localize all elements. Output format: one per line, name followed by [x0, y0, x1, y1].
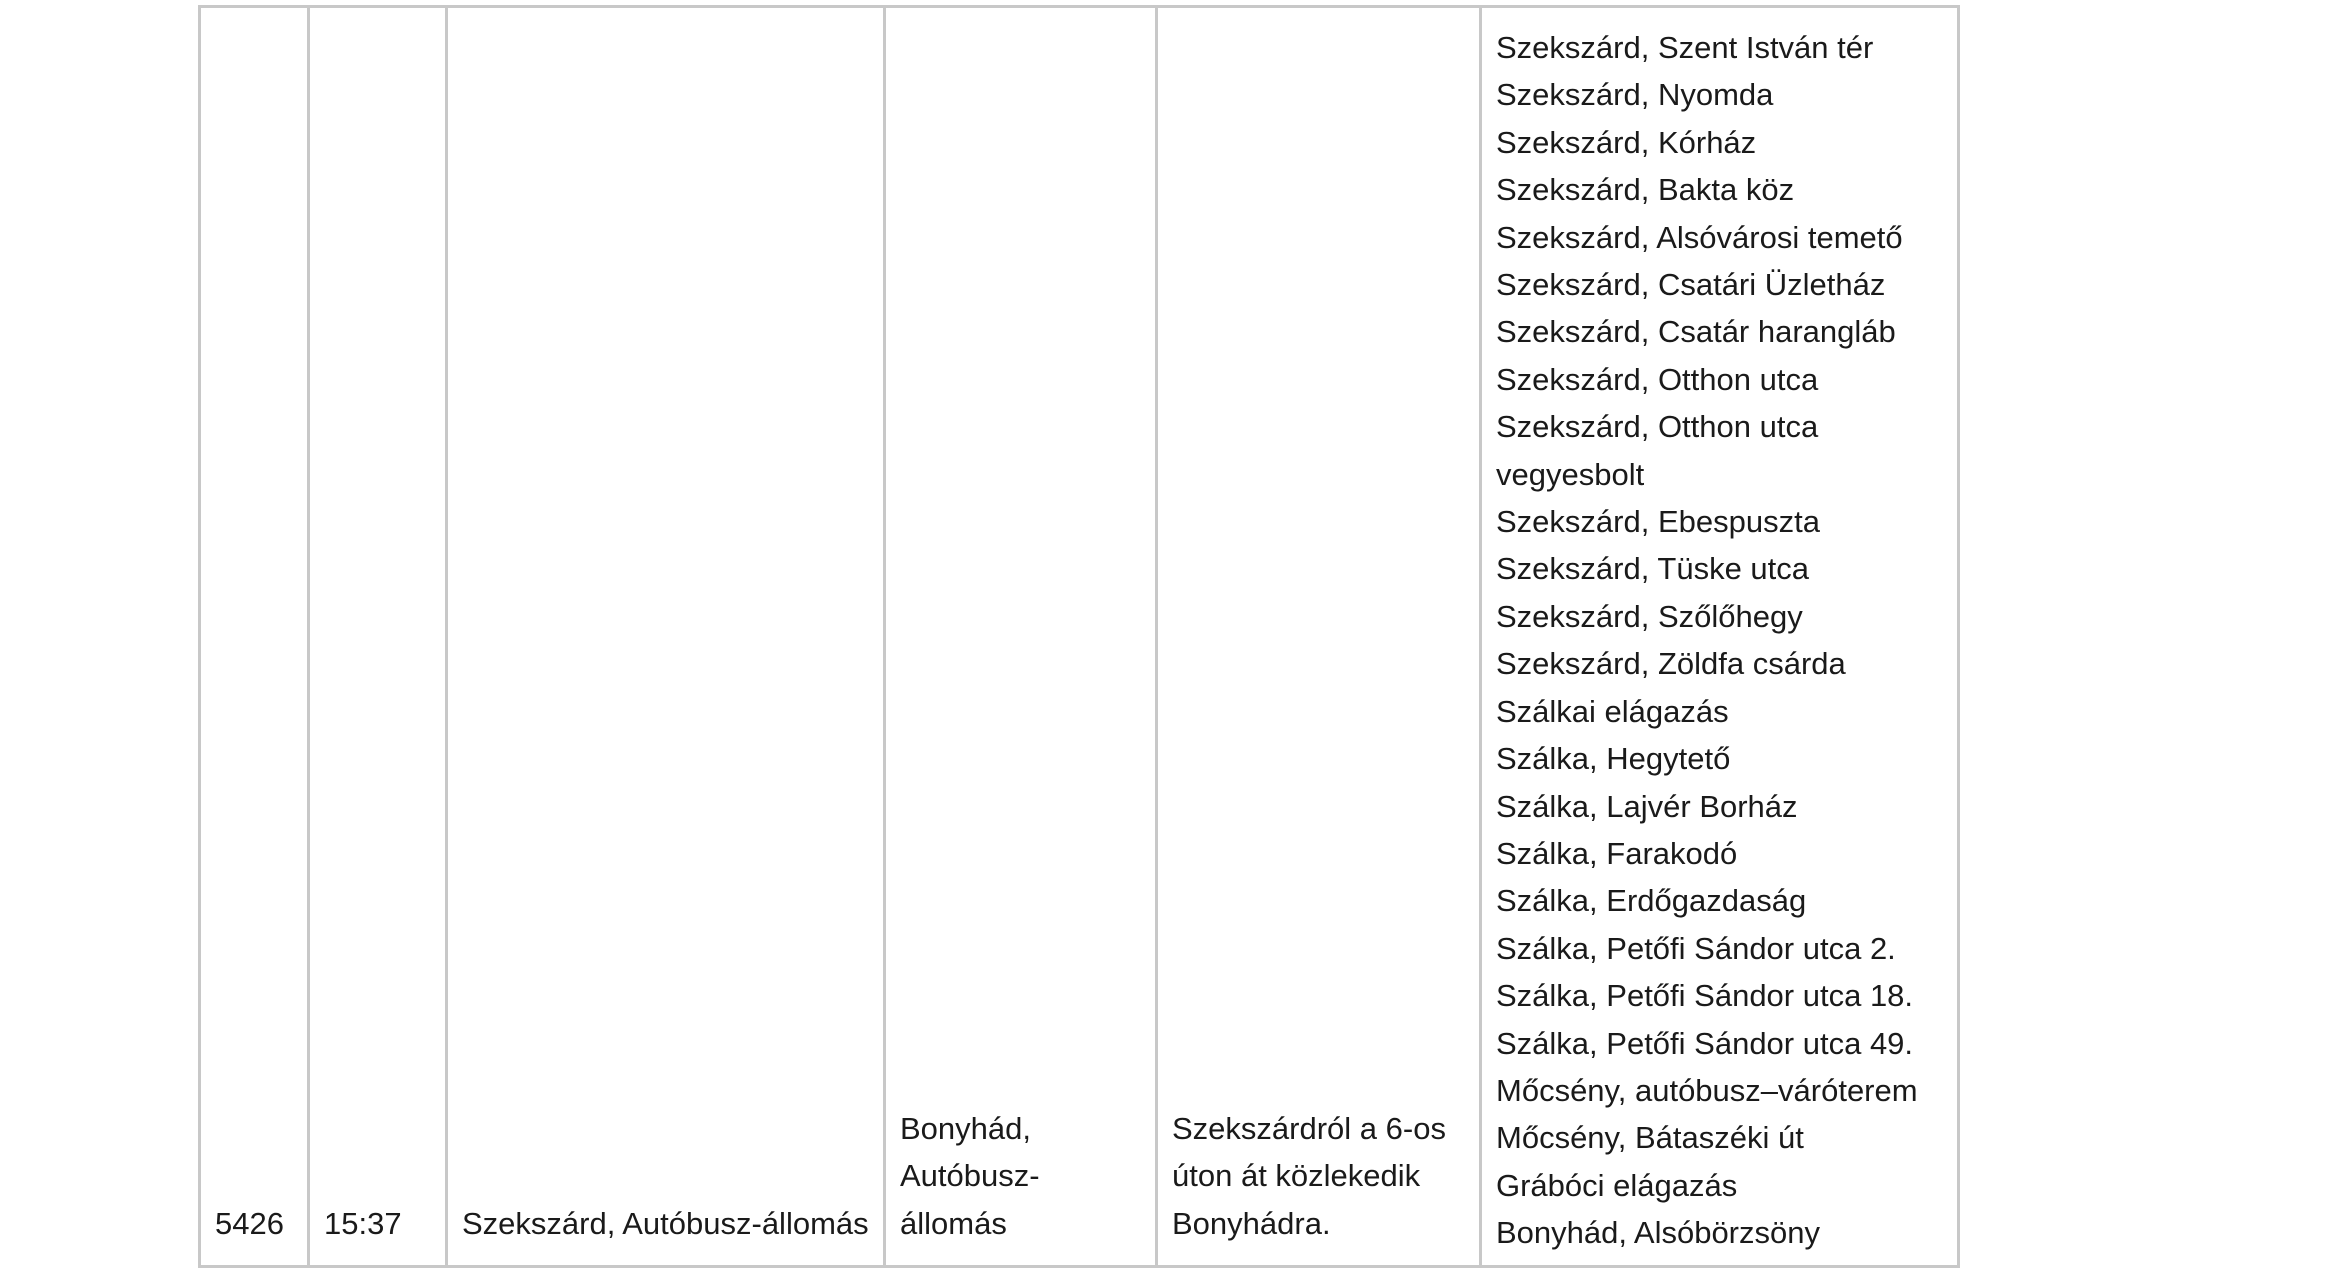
stop-item: Bonyhád, Alsóbörzsöny	[1496, 1215, 1820, 1251]
stop-item: Szálka, Lajvér Borház	[1496, 788, 1798, 824]
stop-item: Szálkai elágazás	[1496, 693, 1729, 729]
cell-origin	[448, 8, 886, 1265]
stop-item: Szekszárd, Otthon utca	[1496, 361, 1819, 397]
stop-item: Mőcsény, autóbusz–váróterem	[1496, 1072, 1918, 1108]
stop-item: Szekszárd, Csatári Üzletház	[1496, 267, 1886, 303]
stop-item: Szálka, Petőfi Sándor utca 18.	[1496, 978, 1914, 1014]
cell-run-number	[201, 8, 310, 1265]
stop-item: Szekszárd, Tüske utca	[1496, 551, 1810, 587]
stop-item: Szálka, Farakodó	[1496, 835, 1738, 871]
destination-line: Autóbusz-	[900, 1158, 1040, 1194]
stop-item: Szekszárd, Otthon utca	[1496, 409, 1819, 445]
cell-stops	[1482, 8, 1957, 1265]
stop-item: Szekszárd, Szőlőhegy	[1496, 598, 1803, 634]
stop-item: Szekszárd, Kórház	[1496, 124, 1757, 160]
cell-destination	[886, 8, 1158, 1265]
destination-line: állomás	[900, 1205, 1007, 1241]
stop-item: Szekszárd, Zöldfa csárda	[1496, 646, 1846, 682]
stop-item: Szálka, Erdőgazdaság	[1496, 883, 1807, 919]
stop-item: Szekszárd, Alsóvárosi temető	[1496, 219, 1903, 255]
stop-item: Szekszárd, Szent István tér	[1496, 30, 1874, 65]
run-number: 5426	[215, 1205, 284, 1241]
timetable-table	[198, 5, 1960, 1268]
route-note-line: Szekszárdról a 6-os	[1172, 1110, 1446, 1146]
stop-item: Szálka, Petőfi Sándor utca 2.	[1496, 930, 1896, 966]
stop-item: Szekszárd, Bakta köz	[1496, 172, 1795, 208]
destination-line: Bonyhád,	[900, 1110, 1031, 1146]
cell-route-note	[1158, 8, 1482, 1265]
route-note-line: úton át közlekedik	[1172, 1158, 1421, 1194]
stop-item: Szálka, Hegytető	[1496, 741, 1731, 777]
stop-list	[1496, 24, 1943, 1257]
stop-item: Szekszárd, Ebespuszta	[1496, 504, 1820, 540]
departure-time: 15:37	[324, 1205, 402, 1241]
cell-departure-time	[310, 8, 448, 1265]
stop-item: Grábóci elágazás	[1496, 1167, 1738, 1203]
route-note-line: Bonyhádra.	[1172, 1205, 1331, 1241]
stop-item: Szálka, Petőfi Sándor utca 49.	[1496, 1025, 1914, 1061]
stop-item: Mőcsény, Bátaszéki út	[1496, 1120, 1804, 1156]
stop-item: Szekszárd, Csatár harangláb	[1496, 314, 1896, 350]
stop-item: vegyesbolt	[1496, 456, 1645, 492]
origin-stop: Szekszárd, Autóbusz-állomás	[462, 1205, 869, 1241]
stop-item: Szekszárd, Nyomda	[1496, 77, 1774, 113]
